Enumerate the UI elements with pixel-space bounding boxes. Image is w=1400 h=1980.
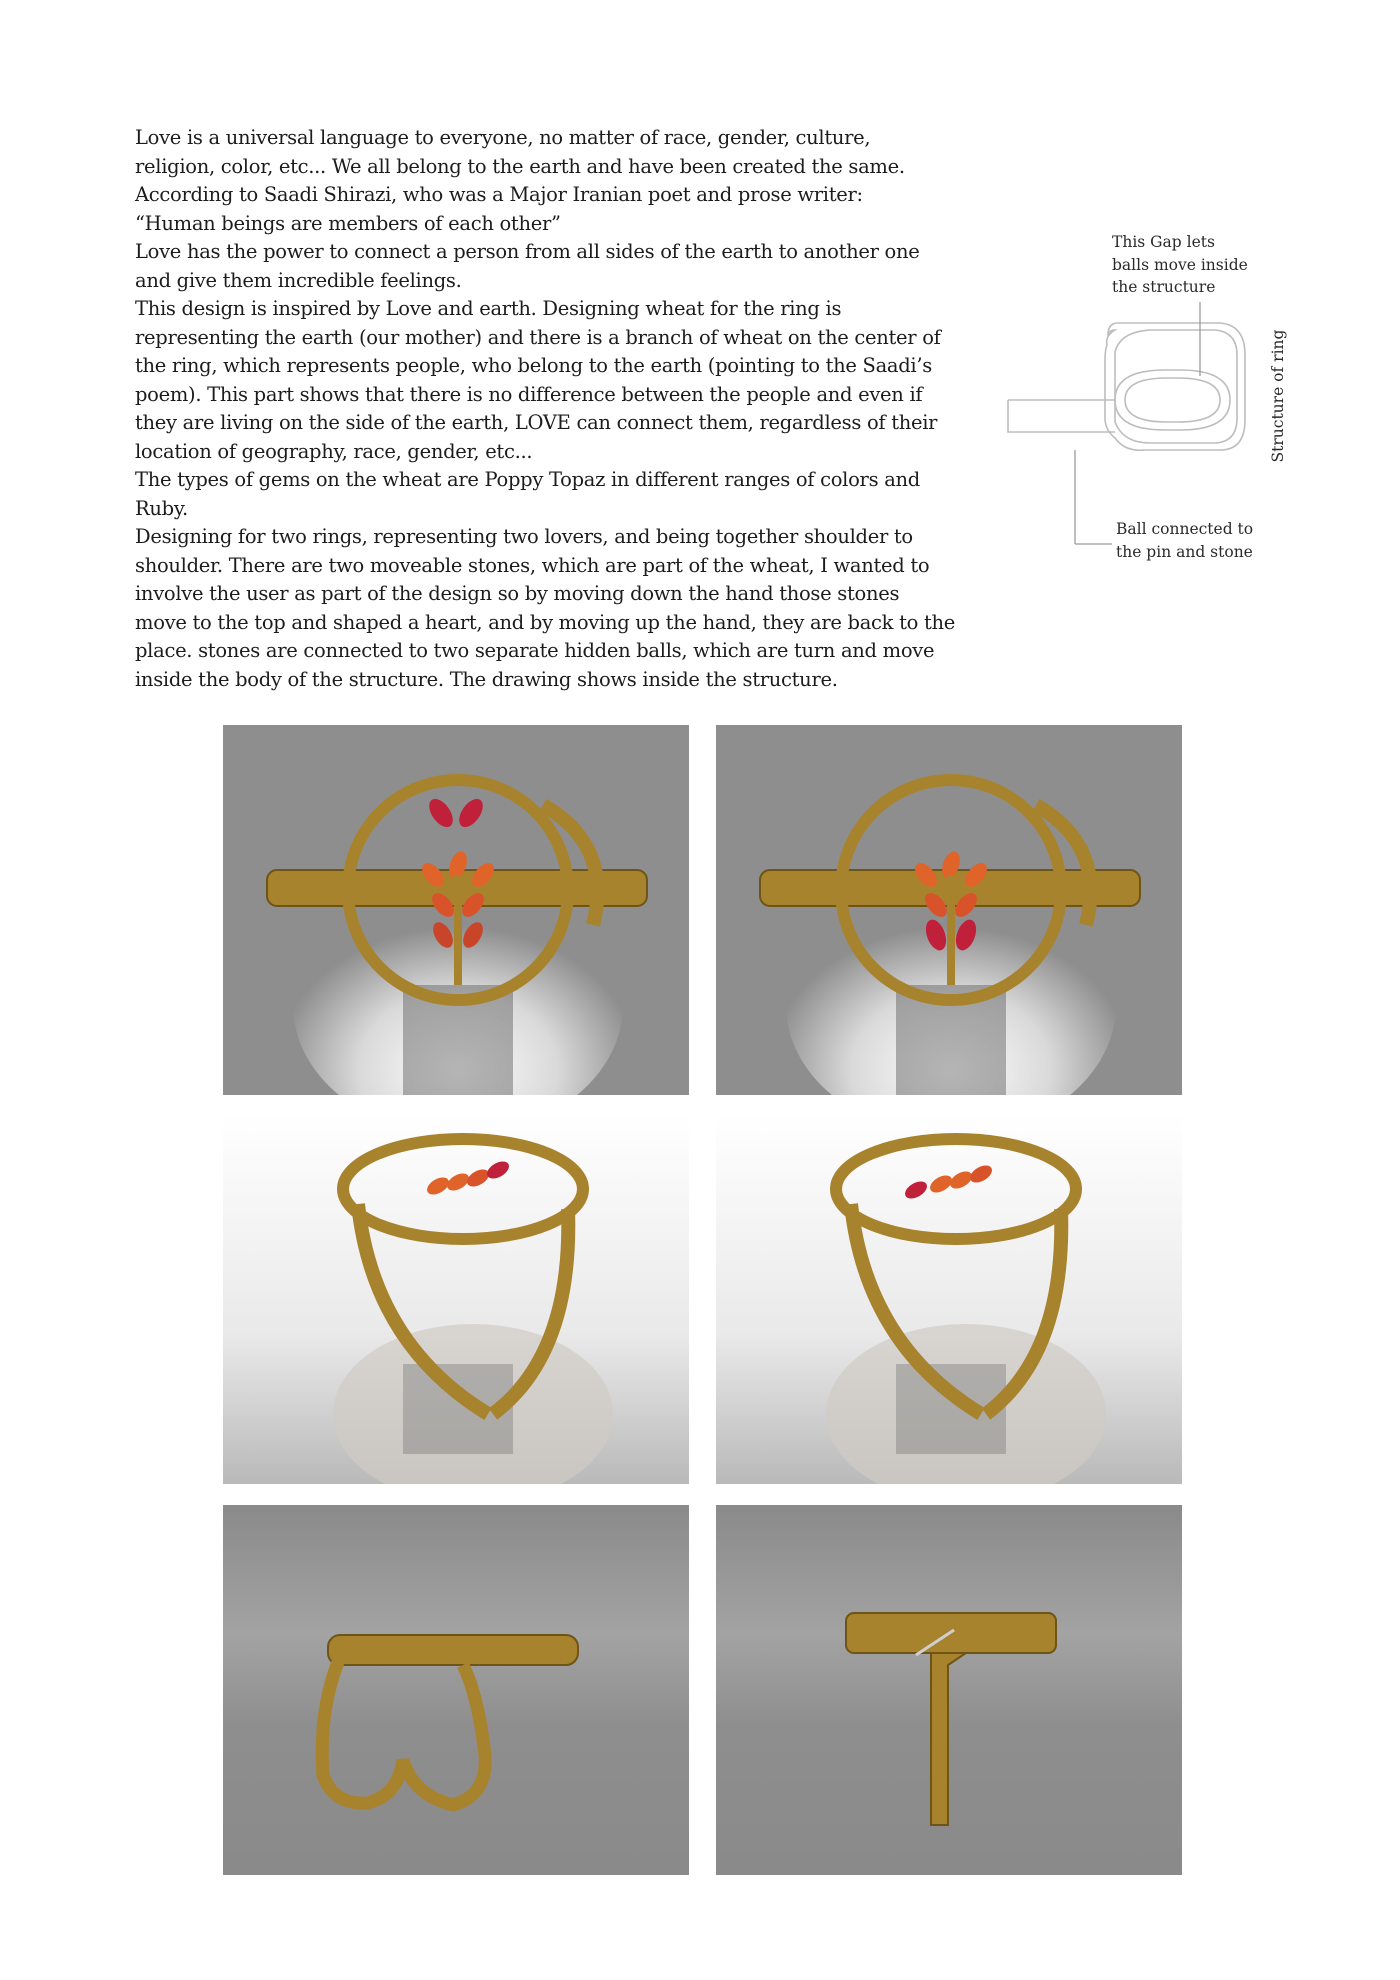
ring-render-side — [716, 1505, 1182, 1875]
gold-band — [328, 1635, 578, 1665]
ball-ring-outer — [1115, 370, 1230, 430]
paragraph-intro: Love is a universal language to everyone, no matter of race, gender, culture, religion, color, etc... We all belong to the earth and have been created the same. According to Saadi Shirazi, who was a Major Iranian poet and prose writer: — [135, 126, 905, 206]
body-text — [135, 124, 955, 694]
ball-ring-inner — [1125, 378, 1220, 422]
ring-structure-diagram — [1005, 300, 1275, 570]
paragraph-design: This design is inspired by Love and earth. Designing wheat for the ring is representing the earth (our mother) and there is a branch of wheat on the center of the ring, which represents people, who belong to the earth (pointing to the Saadi’s poem). This part shows that there is no difference between the people and even if they are living on the side of the earth, LOVE can connect them, regardless of their location of geography, race, gender, etc... — [135, 297, 941, 463]
ring-render-top-1 — [223, 725, 689, 1095]
ring-render-perspective-1 — [223, 1114, 689, 1484]
structure-label: Structure of ring — [1269, 329, 1287, 463]
paragraph-quote: “Human beings are members of each other” — [135, 211, 561, 235]
ring-render-front — [223, 1505, 689, 1875]
ring-outer-outline — [1105, 323, 1245, 450]
ring-render-perspective-2 — [716, 1114, 1182, 1484]
photo-background — [223, 1505, 689, 1875]
ball-annotation: Ball connected to the pin and stone — [1116, 520, 1254, 561]
paragraph-love: Love has the power to connect a person from all sides of the earth to another one and give them incredible feelings. — [135, 240, 920, 292]
gap-annotation: This Gap lets balls move inside the structure — [1112, 233, 1248, 296]
pin-bar — [1008, 400, 1115, 432]
ring-render-top-2 — [716, 725, 1182, 1095]
paragraph-gems: The types of gems on the wheat are Poppy Topaz in different ranges of colors and Ruby. — [135, 468, 920, 520]
paragraph-rings: Designing for two rings, representing two lovers, and being together shoulder to shoulder. There are two moveable stones, which are part of the wheat, I wanted to involve the user as part of the design so by moving down the hand those stones move to the top and shaped a heart, and by moving up the hand, they are back to the place. stones are connected to two separate hidden balls, which are turn and move inside the body of the structure. The drawing shows inside the structure. — [135, 525, 955, 691]
